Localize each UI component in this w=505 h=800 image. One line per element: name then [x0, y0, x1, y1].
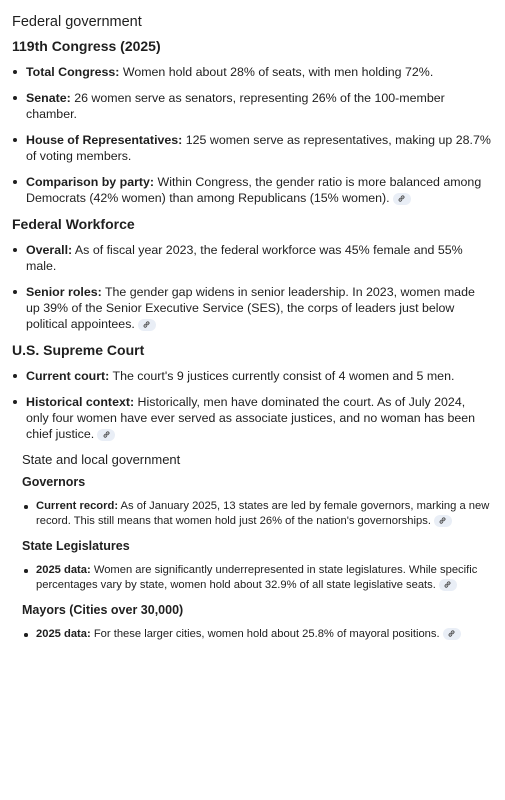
- heading-state-legislatures: State Legislatures: [22, 539, 130, 553]
- list-item: Historical context: Historically, men have dominated the court. As of July 2024, only four women have ever served as associate justices, and no woman has been chief justice.: [26, 394, 491, 442]
- link-icon: [443, 580, 452, 589]
- list-congress: [12, 64, 491, 206]
- link-icon: [397, 194, 406, 203]
- citation-link-button[interactable]: [434, 515, 452, 527]
- list-workforce: [12, 242, 491, 332]
- citation-link-button[interactable]: [443, 628, 461, 640]
- list-item: House of Representatives: 125 women serve as representatives, making up 28.7% of voting members.: [26, 133, 491, 163]
- section-title-state-local: State and local government: [22, 452, 181, 467]
- citation-link-button[interactable]: [393, 193, 411, 205]
- list-item: Overall: As of fiscal year 2023, the federal workforce was 45% female and 55% male.: [26, 242, 491, 274]
- list-item: Senior roles: The gender gap widens in senior leadership. In 2023, women made up 39% of the Senior Executive Service (SES), the corps of leaders just below political appointees.: [26, 284, 491, 332]
- list-item: Senate: 26 women serve as senators, representing 26% of the 100-member chamber.: [26, 90, 491, 122]
- list-item: Current court: The court's 9 justices currently consist of 4 women and 5 men.: [26, 368, 491, 384]
- list-mayors: [12, 627, 491, 642]
- heading-workforce: Federal Workforce: [12, 216, 135, 232]
- heading-mayors: Mayors (Cities over 30,000): [22, 603, 184, 617]
- link-icon: [447, 629, 456, 638]
- heading-congress: 119th Congress (2025): [12, 38, 161, 54]
- link-icon: [438, 516, 447, 525]
- link-icon: [142, 320, 151, 329]
- list-item: Comparison by party: Within Congress, the gender ratio is more balanced among Democrats (42% women) than among Republicans (15% women).: [26, 174, 491, 206]
- citation-link-button[interactable]: [439, 579, 457, 591]
- citation-link-button[interactable]: [97, 429, 115, 441]
- section-title-federal: Federal government: [12, 14, 142, 30]
- list-item: Total Congress: Women hold about 28% of seats, with men holding 72%.: [26, 64, 491, 80]
- link-icon: [102, 430, 111, 439]
- section-state-local: [12, 452, 491, 642]
- section-federal: [12, 14, 491, 442]
- list-governors: [12, 499, 491, 529]
- list-item: 2025 data: Women are significantly underrepresented in state legislatures. While specific percentages vary by state, women hold about 32.9% of all state legislative seats.: [36, 563, 491, 593]
- list-supreme-court: [12, 368, 491, 442]
- list-item: 2025 data: For these larger cities, women hold about 25.8% of mayoral positions.: [36, 627, 491, 642]
- citation-link-button[interactable]: [138, 319, 156, 331]
- list-state-legislatures: [12, 563, 491, 593]
- list-item: Current record: As of January 2025, 13 states are led by female governors, marking a new record. This still means that women hold just 26% of the nation's governorships.: [36, 500, 490, 527]
- heading-governors: Governors: [22, 475, 86, 489]
- heading-supreme-court: U.S. Supreme Court: [12, 342, 145, 358]
